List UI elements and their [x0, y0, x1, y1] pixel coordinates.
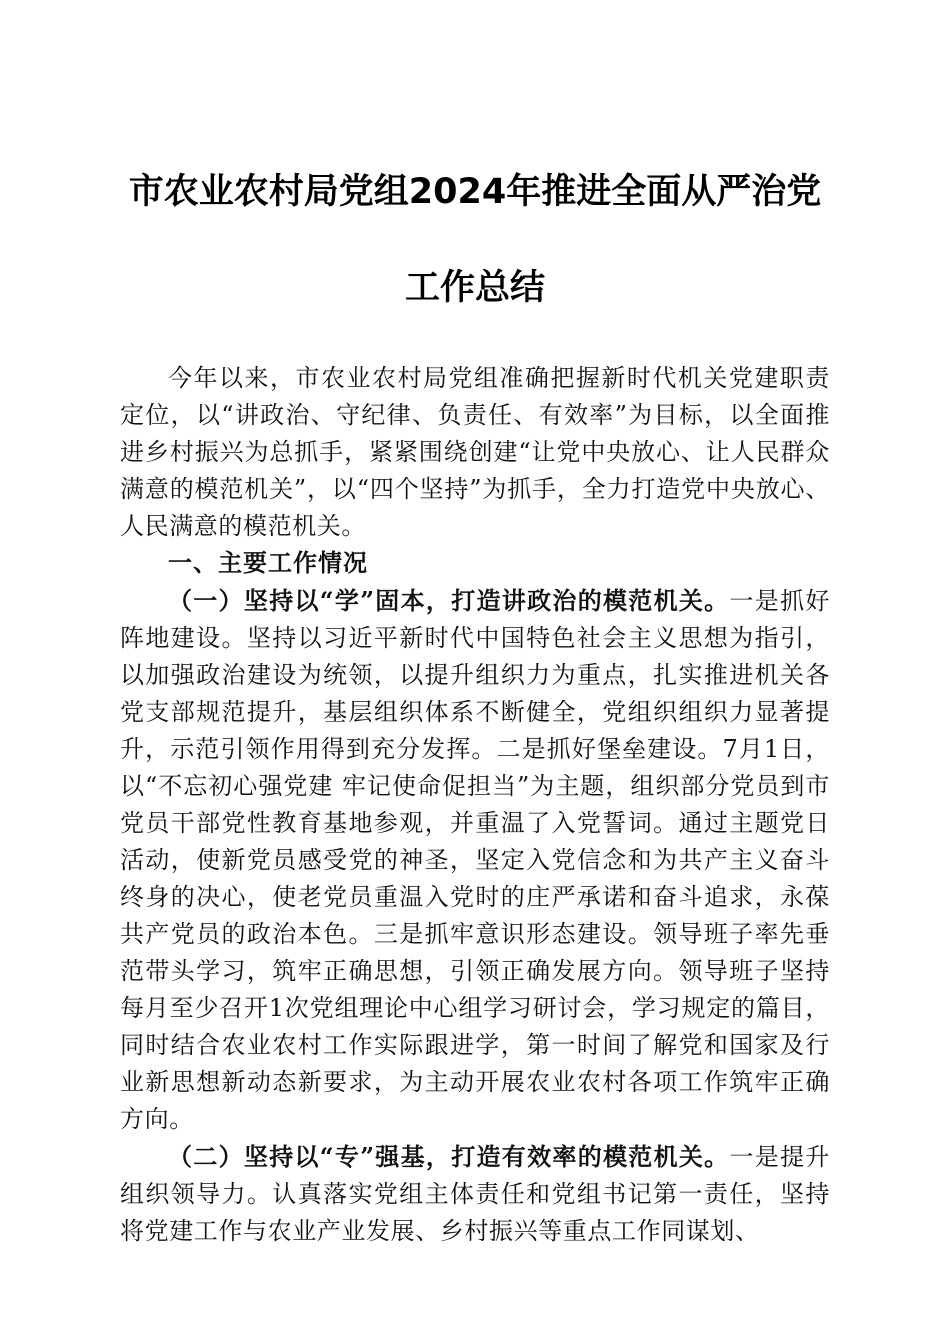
- paragraph-1: [120, 582, 830, 1138]
- section-heading: 一、主要工作情况: [168, 549, 368, 577]
- paragraph-2-title: （二）坚持以“专”强基，打造有效率的模范机关。: [168, 1142, 730, 1171]
- document-title-line-1: 市农业农村局党组2024年推进全面从严治党: [128, 172, 822, 212]
- intro-paragraph: 今年以来，市农业农村局党组准确把握新时代机关党建职责定位，以“讲政治、守纪律、负责任、有效率”为目标，以全面推进乡村振兴为总抓手，紧紧围绕创建“让党中央放心、让人民群众满意的模范机关”，以“四个坚持”为抓手，全力打造党中央放心、人民满意的模范机关。: [120, 364, 830, 540]
- paragraph-1-body: 一是抓好阵地建设。坚持以习近平新时代中国特色社会主义思想为指引，以加强政治建设为统领，以提升组织力为重点，扎实推进机关各党支部规范提升，基层组织体系不断健全，党组织组织力显著提升，示范引领作用得到充分发挥。二是抓好堡垒建设。7月1日，以“不忘初心强党建 牢记使命促担当”为主题，组织部分党员到市党员干部党性教育基地参观，并重温了入党誓词。通过主题党日活动，使新党员感受党的神圣，坚定入党信念和为共产主义奋斗终身的决心，使老党员重温入党时的庄严承诺和奋斗追求，永葆共产党员的政治本色。三是抓牢意识形态建设。领导班子率先垂范带头学习，筑牢正确思想，引领正确发展方向。领导班子坚持每月至少召开1次党组理论中心组学习研讨会，学习规定的篇目，同时结合农业农村工作实际跟进学，第一时间了解党和国家及行业新思想新动态新要求，为主动开展农业农村各项工作筑牢正确方向。: [120, 587, 830, 1133]
- document-body: [120, 360, 830, 1250]
- document-title-line-2: 工作总结: [404, 268, 545, 308]
- paragraph-2-body: 一是提升组织领导力。认真落实党组主体责任和党组书记第一责任，坚持将党建工作与农业产业发展、乡村振兴等重点工作同谋划、: [120, 1143, 830, 1245]
- paragraph-2: [120, 1138, 830, 1250]
- paragraph-1-title: （一）坚持以“学”固本，打造讲政治的模范机关。: [168, 586, 730, 615]
